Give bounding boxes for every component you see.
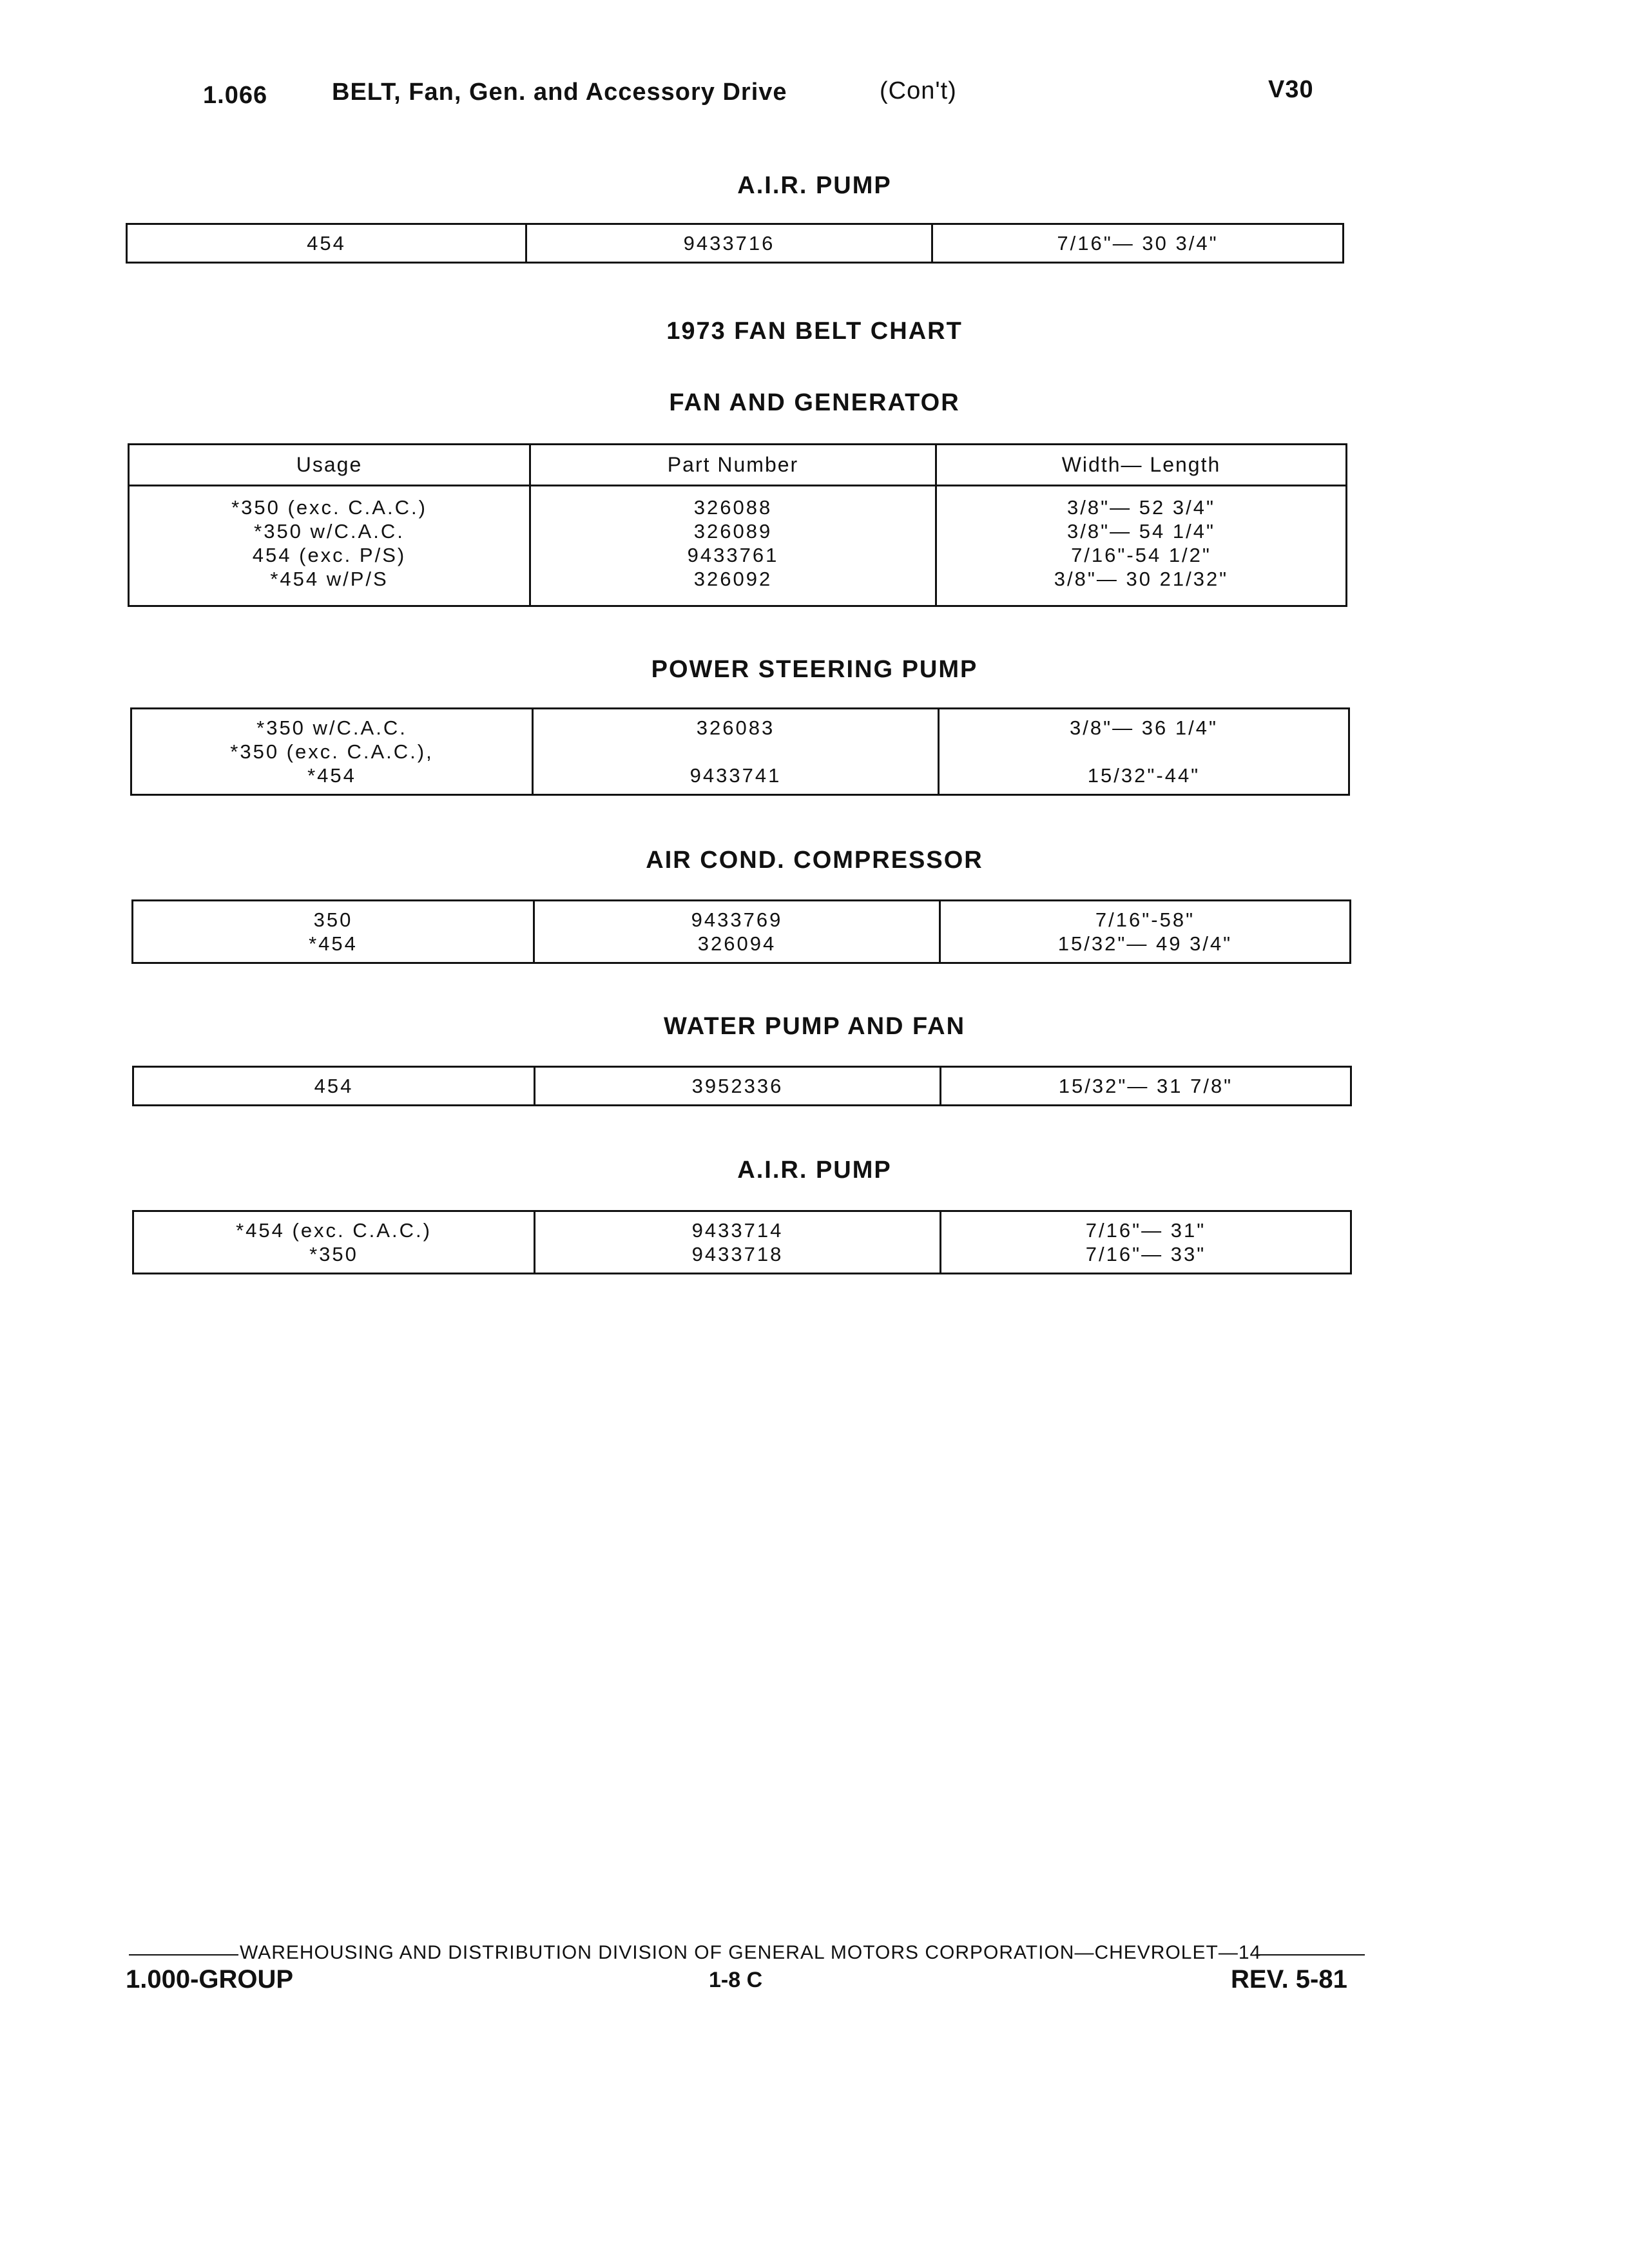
section-title-air-cond: AIR COND. COMPRESSOR [646, 847, 983, 874]
usage-line: *350 (exc. C.A.C.), [230, 740, 434, 763]
part-line: 9433714 [691, 1219, 784, 1242]
part-line: 9433741 [689, 764, 782, 787]
part-line: 9433718 [691, 1243, 784, 1265]
part-number-cell: 9433716 [526, 224, 932, 263]
part-line: 326089 [693, 520, 773, 543]
part-number-cell [534, 901, 940, 963]
page-title: BELT, Fan, Gen. and Accessory Drive [332, 79, 787, 106]
section-code: 1.066 [203, 82, 268, 109]
size-line: 3/8"— 52 3/4" [1067, 496, 1215, 519]
footer-group: 1.000-GROUP [126, 1965, 294, 1994]
table-row [131, 709, 1349, 795]
size-line: 3/8"— 30 21/32" [1054, 568, 1229, 590]
table-row [127, 224, 1344, 263]
size-line: 7/16"— 33" [1085, 1243, 1206, 1265]
table-row [133, 1067, 1351, 1106]
usage-line: *350 (exc. C.A.C.) [231, 496, 427, 519]
usage-line: *454 (exc. C.A.C.) [236, 1219, 432, 1242]
usage-cell: 454 [133, 1067, 535, 1106]
chart-title: 1973 FAN BELT CHART [666, 318, 963, 345]
footer-rule-right [1255, 1954, 1365, 1956]
table-header-row [129, 445, 1347, 486]
section-title-air-pump-1: A.I.R. PUMP [737, 172, 892, 199]
size-line: 7/16"-58" [1095, 908, 1195, 931]
size-cell: 7/16"— 30 3/4" [932, 224, 1344, 263]
part-line: 9433761 [687, 544, 779, 566]
model-code: V30 [1268, 76, 1314, 103]
section-title-power-steering: POWER STEERING PUMP [651, 656, 978, 683]
footer-revision: REV. 5-81 [1231, 1965, 1347, 1994]
part-number-cell [533, 709, 939, 795]
part-line [537, 740, 934, 764]
size-cell: 15/32"— 31 7/8" [941, 1067, 1351, 1106]
part-line: 326094 [697, 932, 776, 955]
size-line [943, 740, 1344, 764]
continued-label: (Con't) [880, 77, 957, 104]
air-pump-table-2 [132, 1210, 1352, 1274]
usage-line: 350 [313, 908, 353, 931]
usage-cell [133, 901, 534, 963]
usage-line: *350 w/C.A.C. [254, 520, 405, 543]
size-line: 3/8"— 54 1/4" [1067, 520, 1215, 543]
usage-line: *350 w/C.A.C. [256, 716, 407, 739]
footer-page-number: 1-8 C [709, 1968, 763, 1992]
usage-cell [131, 709, 533, 795]
part-number-cell [535, 1211, 941, 1274]
size-line: 7/16"-54 1/2" [1071, 544, 1211, 566]
part-number-header: Part Number [530, 445, 936, 486]
section-title-water-pump: WATER PUMP AND FAN [663, 1013, 966, 1040]
usage-line: *454 w/P/S [270, 568, 389, 590]
size-cell [940, 901, 1351, 963]
size-cell [936, 486, 1347, 606]
part-number-cell: 3952336 [535, 1067, 941, 1106]
air-pump-table-1 [126, 223, 1344, 264]
section-title-air-pump-2: A.I.R. PUMP [737, 1157, 892, 1184]
air-cond-table [131, 899, 1351, 964]
part-line: 326092 [693, 568, 773, 590]
part-line: 326088 [693, 496, 773, 519]
size-line: 15/32"-44" [1087, 764, 1200, 787]
usage-line: *454 [309, 932, 358, 955]
size-cell [941, 1211, 1351, 1274]
size-line: 7/16"— 31" [1085, 1219, 1206, 1242]
power-steering-table [130, 707, 1350, 796]
table-row [129, 486, 1347, 606]
usage-cell: 454 [127, 224, 526, 263]
size-cell [939, 709, 1349, 795]
usage-cell [129, 486, 530, 606]
part-line: 9433769 [691, 908, 783, 931]
usage-header: Usage [129, 445, 530, 486]
water-pump-table [132, 1066, 1352, 1106]
size-line: 15/32"— 49 3/4" [1057, 932, 1233, 955]
section-title-fan-generator: FAN AND GENERATOR [669, 389, 960, 416]
usage-line: *350 [309, 1243, 358, 1265]
part-line: 326083 [696, 716, 775, 739]
size-header: Width— Length [936, 445, 1347, 486]
footer-division: WAREHOUSING AND DISTRIBUTION DIVISION OF GENERAL MOTORS CORPORATION—CHEVROLET—14 [240, 1942, 1262, 1963]
usage-line: 454 (exc. P/S) [252, 544, 407, 566]
table-row [133, 901, 1351, 963]
usage-line: *454 [307, 764, 356, 787]
fan-generator-table [128, 443, 1347, 607]
usage-cell [133, 1211, 535, 1274]
footer-rule-left [129, 1954, 238, 1956]
size-line: 3/8"— 36 1/4" [1070, 716, 1218, 739]
part-number-cell [530, 486, 936, 606]
table-row [133, 1211, 1351, 1274]
